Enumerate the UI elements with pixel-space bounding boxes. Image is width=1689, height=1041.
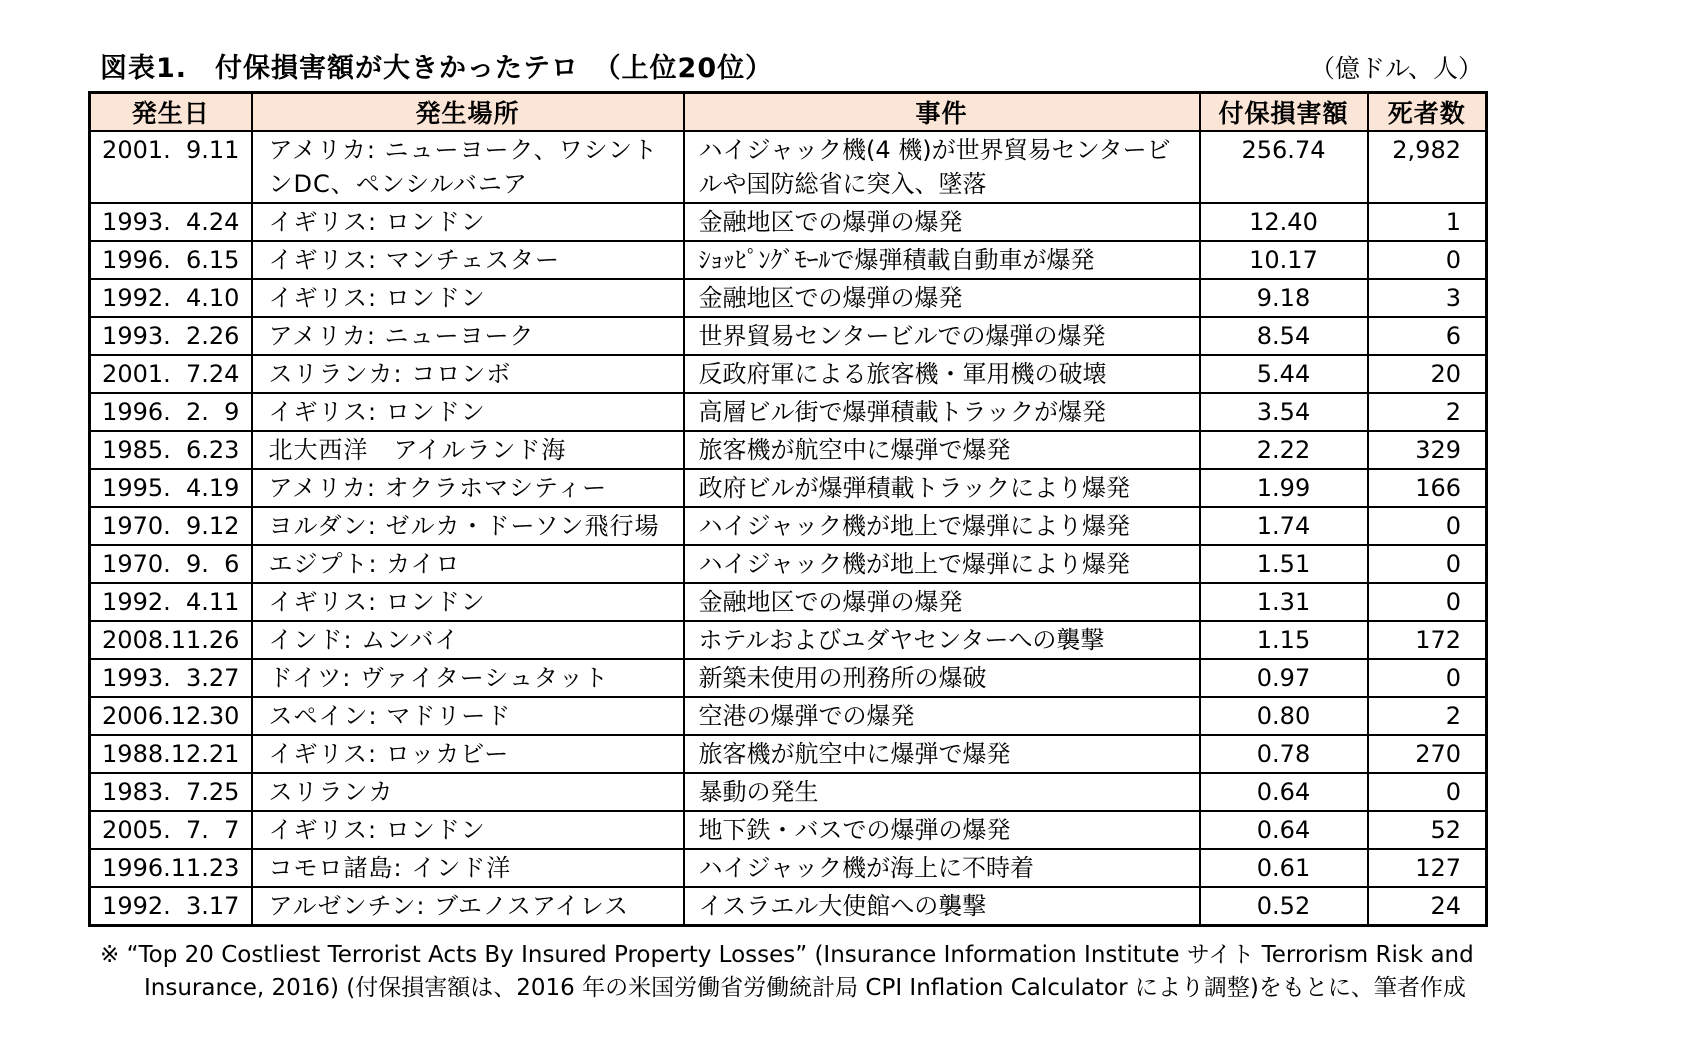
table-row — [90, 697, 1487, 735]
cell-date: 1985. 6.23 — [90, 431, 252, 469]
cell-amount: 12.40 — [1200, 203, 1368, 241]
cell-incident: ホテルおよびユダヤセンターへの襲撃 — [684, 621, 1200, 659]
cell-incident: 政府ビルが爆弾積載トラックにより爆発 — [684, 469, 1200, 507]
table-row — [90, 811, 1487, 849]
cell-incident: 暴動の発生 — [684, 773, 1200, 811]
cell-date: 1983. 7.25 — [90, 773, 252, 811]
cell-incident: イスラエル大使館への襲撃 — [684, 887, 1200, 926]
cell-deaths: 0 — [1368, 241, 1487, 279]
table-row — [90, 131, 1487, 203]
table-row — [90, 621, 1487, 659]
cell-place: イギリス: ロンドン — [252, 393, 684, 431]
cell-incident: ハイジャック機(4 機)が世界貿易センタービルや国防総省に突入、墜落 — [684, 131, 1200, 203]
terror-loss-table — [88, 91, 1488, 927]
table-row — [90, 545, 1487, 583]
cell-place: アメリカ: ニューヨーク、ワシントンDC、ペンシルバニア — [252, 131, 684, 203]
cell-amount: 0.52 — [1200, 887, 1368, 926]
table-row — [90, 469, 1487, 507]
cell-amount: 1.15 — [1200, 621, 1368, 659]
cell-deaths: 0 — [1368, 583, 1487, 621]
table-row — [90, 203, 1487, 241]
cell-place: スリランカ: コロンボ — [252, 355, 684, 393]
cell-incident: ｼｮｯﾋﾟﾝｸﾞﾓｰﾙで爆弾積載自動車が爆発 — [684, 241, 1200, 279]
cell-incident: 旅客機が航空中に爆弾で爆発 — [684, 735, 1200, 773]
cell-place: 北大西洋 アイルランド海 — [252, 431, 684, 469]
cell-incident: 旅客機が航空中に爆弾で爆発 — [684, 431, 1200, 469]
cell-date: 2006.12.30 — [90, 697, 252, 735]
cell-incident: 世界貿易センタービルでの爆弾の爆発 — [684, 317, 1200, 355]
cell-place: スペイン: マドリード — [252, 697, 684, 735]
cell-amount: 2.22 — [1200, 431, 1368, 469]
table-row — [90, 773, 1487, 811]
cell-amount: 9.18 — [1200, 279, 1368, 317]
cell-incident: 金融地区での爆弾の爆発 — [684, 203, 1200, 241]
table-row — [90, 659, 1487, 697]
cell-incident: ハイジャック機が地上で爆弾により爆発 — [684, 507, 1200, 545]
table-row — [90, 241, 1487, 279]
cell-deaths: 3 — [1368, 279, 1487, 317]
table-row — [90, 507, 1487, 545]
cell-date: 1993. 3.27 — [90, 659, 252, 697]
cell-deaths: 52 — [1368, 811, 1487, 849]
cell-incident: ハイジャック機が海上に不時着 — [684, 849, 1200, 887]
cell-date: 2001. 7.24 — [90, 355, 252, 393]
cell-incident: ハイジャック機が地上で爆弾により爆発 — [684, 545, 1200, 583]
table-row — [90, 849, 1487, 887]
cell-place: コモロ諸島: インド洋 — [252, 849, 684, 887]
cell-date: 2005. 7. 7 — [90, 811, 252, 849]
cell-deaths: 6 — [1368, 317, 1487, 355]
cell-deaths: 0 — [1368, 507, 1487, 545]
cell-amount: 1.74 — [1200, 507, 1368, 545]
cell-place: イギリス: ロンドン — [252, 811, 684, 849]
cell-amount: 256.74 — [1200, 131, 1368, 203]
cell-amount: 3.54 — [1200, 393, 1368, 431]
table-row — [90, 279, 1487, 317]
cell-amount: 0.80 — [1200, 697, 1368, 735]
cell-deaths: 172 — [1368, 621, 1487, 659]
cell-place: スリランカ — [252, 773, 684, 811]
cell-amount: 0.97 — [1200, 659, 1368, 697]
cell-date: 1992. 3.17 — [90, 887, 252, 926]
cell-date: 1993. 4.24 — [90, 203, 252, 241]
cell-date: 1988.12.21 — [90, 735, 252, 773]
cell-deaths: 329 — [1368, 431, 1487, 469]
cell-deaths: 0 — [1368, 545, 1487, 583]
cell-amount: 0.78 — [1200, 735, 1368, 773]
table-row — [90, 887, 1487, 926]
table-row — [90, 735, 1487, 773]
cell-deaths: 1 — [1368, 203, 1487, 241]
cell-place: イギリス: マンチェスター — [252, 241, 684, 279]
cell-date: 1992. 4.10 — [90, 279, 252, 317]
footnote-line-2: Insurance, 2016) (付保損害額は、2016 年の米国労働省労働統計局 CPI Inflation Calculator により調整)をもとに、筆者作成 — [144, 975, 1466, 1001]
cell-date: 2001. 9.11 — [90, 131, 252, 203]
cell-date: 1996. 2. 9 — [90, 393, 252, 431]
cell-deaths: 127 — [1368, 849, 1487, 887]
table-row — [90, 317, 1487, 355]
cell-incident: 反政府軍による旅客機・軍用機の破壊 — [684, 355, 1200, 393]
cell-place: イギリス: ロンドン — [252, 279, 684, 317]
table-row — [90, 431, 1487, 469]
cell-place: イギリス: ロッカビー — [252, 735, 684, 773]
cell-deaths: 0 — [1368, 773, 1487, 811]
cell-place: エジプト: カイロ — [252, 545, 684, 583]
table-row — [90, 355, 1487, 393]
cell-amount: 10.17 — [1200, 241, 1368, 279]
title-bar — [88, 46, 1485, 85]
cell-date: 1996.11.23 — [90, 849, 252, 887]
table-body — [90, 131, 1487, 926]
header-incident: 事件 — [684, 93, 1200, 132]
cell-place: アメリカ: ニューヨーク — [252, 317, 684, 355]
cell-date: 1970. 9. 6 — [90, 545, 252, 583]
cell-amount: 1.31 — [1200, 583, 1368, 621]
cell-deaths: 24 — [1368, 887, 1487, 926]
cell-amount: 0.64 — [1200, 773, 1368, 811]
cell-date: 1995. 4.19 — [90, 469, 252, 507]
cell-amount: 0.61 — [1200, 849, 1368, 887]
header-amount: 付保損害額 — [1200, 93, 1368, 132]
cell-incident: 地下鉄・バスでの爆弾の爆発 — [684, 811, 1200, 849]
cell-deaths: 270 — [1368, 735, 1487, 773]
cell-place: ヨルダン: ゼルカ・ドーソン飛行場 — [252, 507, 684, 545]
cell-incident: 高層ビル街で爆弾積載トラックが爆発 — [684, 393, 1200, 431]
cell-amount: 8.54 — [1200, 317, 1368, 355]
header-date: 発生日 — [90, 93, 252, 132]
cell-place: イギリス: ロンドン — [252, 203, 684, 241]
header-deaths: 死者数 — [1368, 93, 1487, 132]
cell-date: 1970. 9.12 — [90, 507, 252, 545]
cell-amount: 1.99 — [1200, 469, 1368, 507]
source-footnote — [100, 939, 1689, 1005]
cell-deaths: 2,982 — [1368, 131, 1487, 203]
cell-deaths: 20 — [1368, 355, 1487, 393]
cell-date: 2008.11.26 — [90, 621, 252, 659]
cell-incident: 金融地区での爆弾の爆発 — [684, 583, 1200, 621]
cell-place: アルゼンチン: ブエノスアイレス — [252, 887, 684, 926]
cell-amount: 5.44 — [1200, 355, 1368, 393]
cell-date: 1992. 4.11 — [90, 583, 252, 621]
unit-label: （億ドル、人） — [1309, 54, 1483, 83]
cell-incident: 新築未使用の刑務所の爆破 — [684, 659, 1200, 697]
cell-incident: 空港の爆弾での爆発 — [684, 697, 1200, 735]
cell-deaths: 166 — [1368, 469, 1487, 507]
table-row — [90, 583, 1487, 621]
cell-incident: 金融地区での爆弾の爆発 — [684, 279, 1200, 317]
cell-deaths: 2 — [1368, 393, 1487, 431]
header-place: 発生場所 — [252, 93, 684, 132]
cell-place: イギリス: ロンドン — [252, 583, 684, 621]
header-row — [90, 93, 1487, 132]
cell-place: インド: ムンバイ — [252, 621, 684, 659]
cell-date: 1993. 2.26 — [90, 317, 252, 355]
footnote-line-1: ※ “Top 20 Costliest Terrorist Acts By Insured Property Losses” (Insurance Information Institute サイト Terrorism Risk and — [100, 942, 1474, 968]
cell-place: アメリカ: オクラホマシティー — [252, 469, 684, 507]
table-row — [90, 393, 1487, 431]
table-header — [90, 93, 1487, 132]
cell-place: ドイツ: ヴァイターシュタット — [252, 659, 684, 697]
cell-deaths: 2 — [1368, 697, 1487, 735]
cell-deaths: 0 — [1368, 659, 1487, 697]
cell-amount: 0.64 — [1200, 811, 1368, 849]
cell-date: 1996. 6.15 — [90, 241, 252, 279]
cell-amount: 1.51 — [1200, 545, 1368, 583]
figure-title: 図表1. 付保損害額が大きかったテロ （上位20位） — [100, 53, 774, 84]
